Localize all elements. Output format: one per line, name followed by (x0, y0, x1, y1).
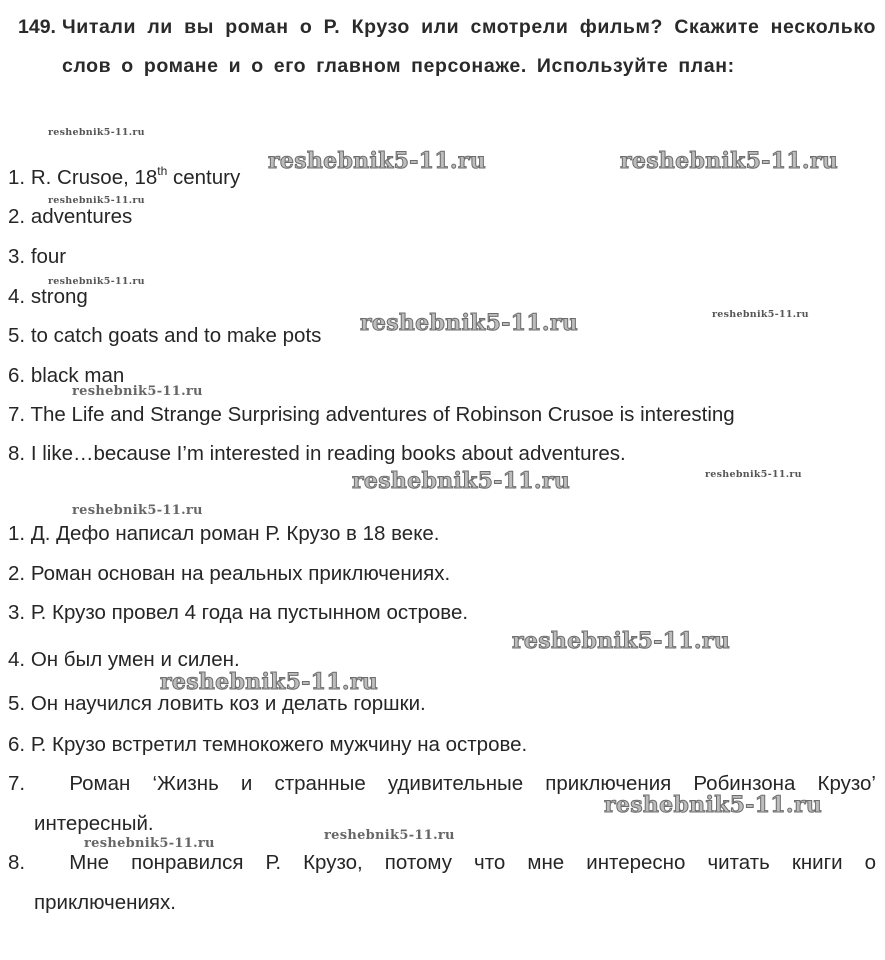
item-number: 8. (8, 851, 26, 874)
watermark: reshebnik5-11.ru (705, 469, 802, 480)
english-item-7 (8, 402, 876, 428)
english-item-8 (8, 441, 876, 467)
item-line-2: приключениях. (34, 891, 176, 914)
item-text: to catch goats and to make pots (30, 324, 322, 347)
task-heading (18, 8, 876, 86)
item-text-after: century (167, 166, 241, 189)
item-text: adventures (30, 205, 133, 228)
item-number: 8. (8, 442, 26, 465)
item-text: four (30, 245, 67, 268)
item-number: 5. (8, 692, 26, 715)
item-number: 6. (8, 733, 26, 756)
russian-item-2 (8, 561, 876, 587)
item-text: Роман ‘Жизнь и странные удивительные приключения Робинзона Крузо’ (69, 772, 876, 795)
item-text: Он был умен и силен. (30, 648, 240, 671)
item-number: 5. (8, 324, 26, 347)
watermark: reshebnik5-11.ru (620, 148, 839, 174)
watermark: reshebnik5-11.ru (712, 309, 809, 320)
english-item-2 (8, 204, 876, 230)
item-line-2: интересный. (34, 812, 154, 835)
watermark: reshebnik5-11.ru (268, 148, 487, 174)
task-text: Читали ли вы роман о Р. Крузо или смотрели фильм? Скажите несколько слов о романе и о его главном персонаже. Используйте план: (62, 16, 876, 77)
item-text: Роман основан на реальных приключениях. (30, 562, 451, 585)
russian-item-4 (8, 647, 876, 673)
item-text: strong (30, 285, 88, 308)
russian-item-5 (8, 691, 876, 717)
item-text: Д. Дефо написал роман Р. Крузо в 18 веке. (30, 522, 440, 545)
item-number: 1. (8, 522, 26, 545)
watermark: reshebnik5-11.ru (604, 792, 823, 818)
item-number: 7. (8, 772, 26, 795)
english-item-3 (8, 244, 876, 270)
russian-item-6 (8, 732, 876, 758)
item-text: The Life and Strange Surprising adventures of Robinson Crusoe is interesting (30, 403, 735, 426)
russian-item-8 (8, 843, 876, 923)
russian-item-1 (8, 521, 876, 547)
item-number: 3. (8, 601, 26, 624)
item-number: 7. (8, 403, 26, 426)
watermark: reshebnik5-11.ru (48, 195, 145, 206)
watermark: reshebnik5-11.ru (48, 127, 145, 138)
item-number: 4. (8, 285, 26, 308)
item-number: 6. (8, 364, 26, 387)
watermark: reshebnik5-11.ru (324, 828, 455, 843)
item-number: 2. (8, 205, 26, 228)
watermark: reshebnik5-11.ru (84, 836, 215, 851)
watermark: reshebnik5-11.ru (72, 503, 203, 518)
watermark: reshebnik5-11.ru (48, 276, 145, 287)
watermark: reshebnik5-11.ru (72, 384, 203, 399)
item-text: Р. Крузо провел 4 года на пустынном острове. (30, 601, 469, 624)
item-number: 1. (8, 166, 26, 189)
watermark: reshebnik5-11.ru (160, 669, 379, 695)
item-text: R. Crusoe, 18 (30, 166, 158, 189)
item-number: 2. (8, 562, 26, 585)
item-number: 4. (8, 648, 26, 671)
english-item-4 (8, 284, 876, 310)
task-number: 149. (18, 16, 56, 38)
item-text: black man (30, 364, 125, 387)
item-text: Мне понравился Р. Крузо, потому что мне интересно читать книги о (69, 851, 876, 874)
item-superscript: th (157, 164, 168, 178)
item-text: Р. Крузо встретил темнокожего мужчину на острове. (30, 733, 528, 756)
item-text: I like…because I’m interested in reading books about adventures. (30, 442, 626, 465)
watermark: reshebnik5-11.ru (360, 310, 579, 336)
watermark: reshebnik5-11.ru (352, 468, 571, 494)
item-number: 3. (8, 245, 26, 268)
item-text: Он научился ловить коз и делать горшки. (30, 692, 426, 715)
watermark: reshebnik5-11.ru (512, 628, 731, 654)
russian-item-3 (8, 600, 876, 626)
